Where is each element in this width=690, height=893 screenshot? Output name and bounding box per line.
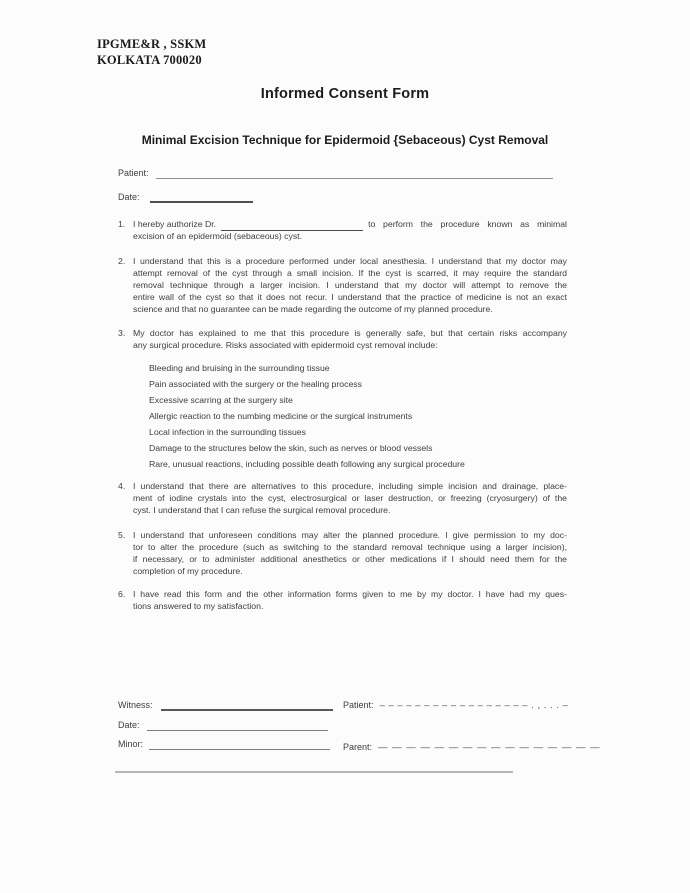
text-line: Rare, unusual reactions, including possible death following any surgical procedure xyxy=(149,459,465,469)
patient-blank-line xyxy=(156,169,553,179)
date-blank-line xyxy=(150,193,253,203)
doctor-name-blank-line xyxy=(221,222,363,231)
item-number: 2. xyxy=(118,256,126,266)
item-6-paragraph xyxy=(133,589,567,613)
text-line: Pain associated with the surgery or the healing process xyxy=(149,379,362,389)
item-1-text-before-blank: I hereby authorize Dr. xyxy=(133,219,217,229)
consent-item-5 xyxy=(118,530,567,578)
date-field-label: Date: xyxy=(118,192,140,202)
text-line: attempt removal of the cyst through a small incision. If the cyst is scarred, it may require the standard xyxy=(133,267,567,278)
item-1-text-after-blank: to perform the procedure known as minimal xyxy=(368,219,567,229)
parent-signature-dashed-line: — — — — — — — — — — — — — — — — xyxy=(378,742,601,753)
patient-signature-dashed-line: – – – – – – – – – – – – – – – – – . , . . . – xyxy=(379,700,569,711)
text-line: if necessary, or to administer additional anesthetics or other medications if I should need them for the xyxy=(133,553,567,564)
text-line: completion of my procedure. xyxy=(133,565,243,576)
signature-date-field xyxy=(118,718,328,731)
text-line: removal technique through a larger incision. I understand that my doctor will attempt to remove the xyxy=(133,279,567,290)
form-title: Informed Consent Form xyxy=(260,86,430,102)
text-line: My doctor has explained to me that this procedure is generally safe, but that certain risks accompany xyxy=(133,328,567,338)
date-field xyxy=(118,189,553,203)
patient-signature-field xyxy=(343,698,568,711)
risk-list xyxy=(149,360,569,472)
consent-item-1 xyxy=(118,219,567,243)
institution-location: KOLKATA 700020 xyxy=(97,53,202,67)
item-number: 1. xyxy=(118,219,126,229)
parent-signature-field xyxy=(343,740,601,753)
parent-signature-label: Parent: xyxy=(343,742,373,752)
text-line: I understand that this is a procedure performed under local anesthesia. I understand that my doctor may xyxy=(133,256,567,266)
text-line: Local infection in the surrounding tissues xyxy=(149,427,306,437)
signature-date-label: Date: xyxy=(118,720,140,730)
witness-label: Witness: xyxy=(118,700,153,710)
item-1-line-1 xyxy=(133,219,567,231)
item-number: 4. xyxy=(118,481,126,491)
signature-date-line xyxy=(147,721,328,731)
text-line: entire wall of the cyst so that it does not recur. I understand that the practice of medicine is not an exact xyxy=(133,291,567,302)
item-1-line-2: excision of an epidermoid (sebaceous) cyst. xyxy=(133,230,303,241)
text-line: Excessive scarring at the surgery site xyxy=(149,395,293,405)
form-subtitle: Minimal Excision Technique for Epidermoid {Sebaceous) Cyst Removal xyxy=(141,133,549,147)
text-line: any surgical procedure. Risks associated with epidermoid cyst removal include: xyxy=(133,339,438,350)
text-line: Bleeding and bruising in the surrounding tissue xyxy=(149,363,330,373)
minor-label: Minor: xyxy=(118,739,144,749)
consent-item-4 xyxy=(118,481,567,517)
minor-signature-line xyxy=(149,740,330,750)
minor-field xyxy=(118,737,330,750)
item-number: 3. xyxy=(118,328,126,338)
text-line: I understand that there are alternatives to this procedure, including simple incision and drainage, place- xyxy=(133,481,567,491)
text-line: I understand that unforeseen conditions may alter the planned procedure. I give permission to my doc- xyxy=(133,530,567,540)
witness-signature-line xyxy=(161,701,333,711)
text-line: Allergic reaction to the numbing medicine or the surgical instruments xyxy=(149,411,413,421)
institution-header xyxy=(97,36,206,68)
item-number: 5. xyxy=(118,530,126,540)
patient-field-label: Patient: xyxy=(118,168,149,178)
text-line: tor to alter the procedure (such as switching to the standard removal technique using a larger incision), xyxy=(133,541,567,552)
text-line: cyst. I understand that I can refuse the surgical removal procedure. xyxy=(133,504,391,515)
consent-item-6 xyxy=(118,589,567,613)
item-4-paragraph xyxy=(133,481,567,517)
consent-item-2 xyxy=(118,256,567,316)
footer-horizontal-rule xyxy=(115,771,513,773)
item-number: 6. xyxy=(118,589,126,599)
text-line: tions answered to my satisfaction. xyxy=(133,600,264,611)
item-5-paragraph xyxy=(133,530,567,578)
text-line: ment of iodine crystals into the cyst, electrosurgical or laser destruction, or freezing (cryosurgery) of the xyxy=(133,492,567,503)
consent-item-3 xyxy=(118,328,567,352)
patient-field xyxy=(118,165,553,179)
witness-field xyxy=(118,698,333,711)
institution-name: IPGME&R , SSKM xyxy=(97,37,207,51)
text-line: science and that no guarantee can be made regarding the outcome of my planned procedure. xyxy=(133,303,493,314)
item-2-paragraph xyxy=(133,256,567,316)
text-line: Damage to the structures below the skin, such as nerves or blood vessels xyxy=(149,443,433,453)
text-line: I have read this form and the other information forms given to me by my doctor. I have had my ques- xyxy=(133,589,567,599)
item-3-paragraph xyxy=(133,328,567,352)
patient-signature-label: Patient: xyxy=(343,700,374,710)
